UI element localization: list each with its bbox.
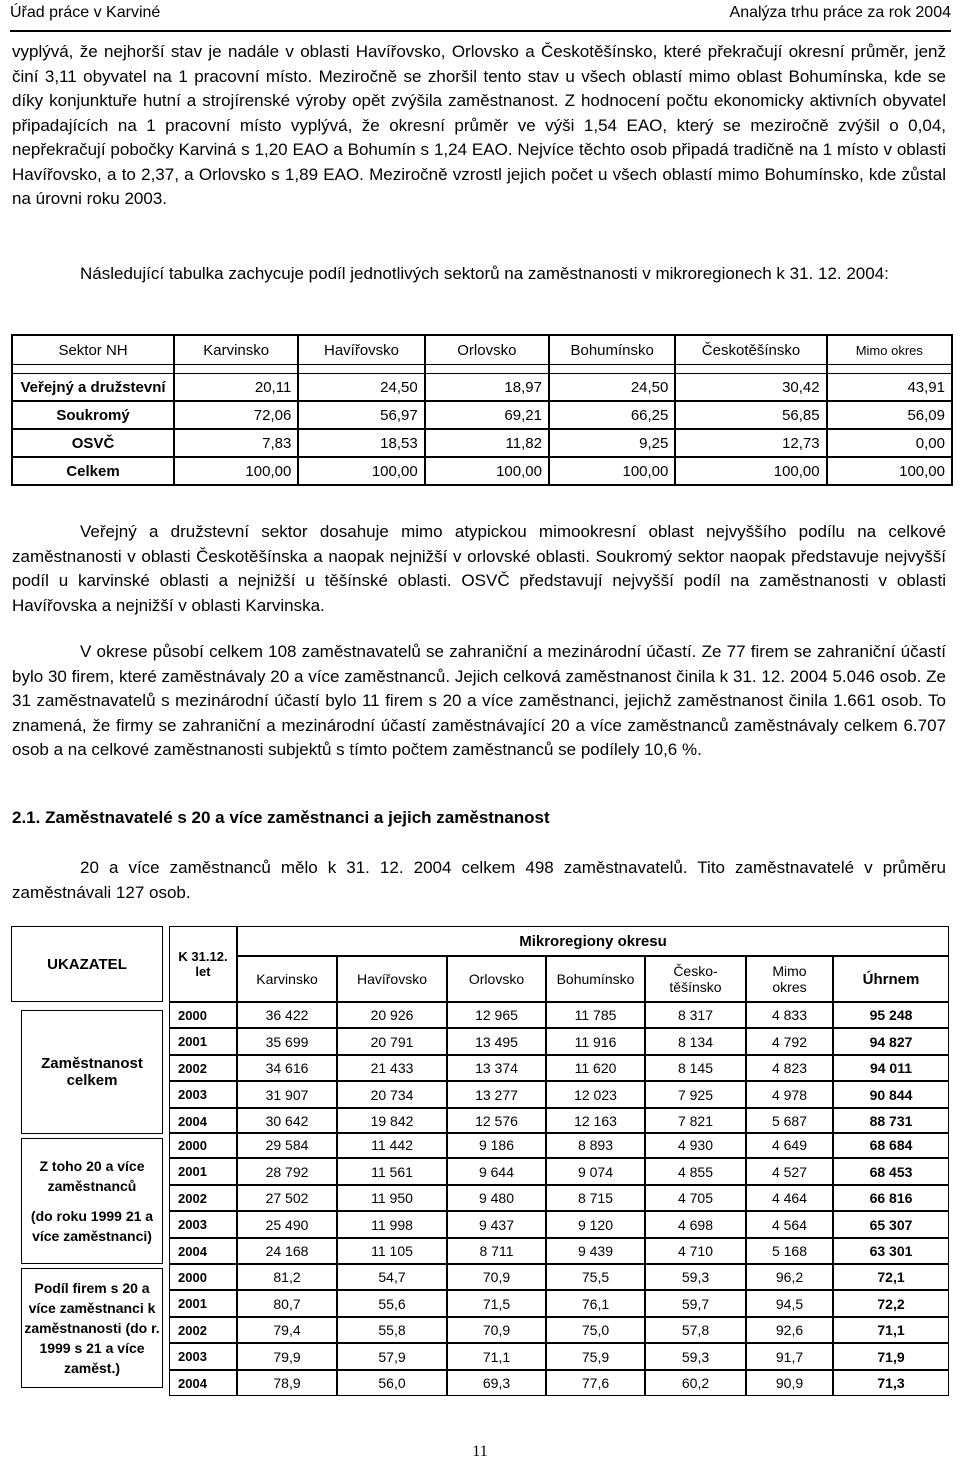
table-cell: 76,1 [546, 1290, 645, 1317]
table-cell: 4 710 [645, 1238, 746, 1264]
table-cell: 77,6 [546, 1370, 645, 1396]
table-cell: 59,7 [645, 1290, 746, 1317]
table-cell: 13 277 [447, 1081, 546, 1108]
table-cell: 56,85 [675, 401, 826, 429]
table-cell: 11 620 [546, 1055, 645, 1081]
table-cell: 70,9 [447, 1317, 546, 1343]
year-cell: 2002 [169, 1317, 237, 1343]
table-cell: 11 916 [546, 1028, 645, 1055]
table-cell: 9 186 [447, 1132, 546, 1158]
table-cell: 11 561 [337, 1158, 447, 1185]
table-cell: 24,50 [298, 373, 424, 401]
table-cell: 34 616 [237, 1055, 337, 1081]
table-cell: 4 464 [746, 1185, 833, 1211]
table-cell: 12,73 [675, 429, 826, 457]
table-cell: 18,53 [298, 429, 424, 457]
year-cell: 2004 [169, 1108, 237, 1134]
table-cell: 57,8 [645, 1317, 746, 1343]
table-cell: 12 965 [447, 1002, 546, 1028]
table-cell: 60,2 [645, 1370, 746, 1396]
table-cell: 18,97 [425, 373, 549, 401]
column-header: Bohumínsko [549, 335, 675, 365]
table-cell: 4 792 [746, 1028, 833, 1055]
table-cell: 9,25 [549, 429, 675, 457]
table-cell: 56,0 [337, 1370, 447, 1396]
column-header: Sektor NH [12, 335, 174, 365]
table-cell: 19 842 [337, 1108, 447, 1134]
column-header: Havířovsko [298, 335, 424, 365]
table-cell: 69,3 [447, 1370, 546, 1396]
table-cell: 4 978 [746, 1081, 833, 1108]
table-cell: 7 821 [645, 1108, 746, 1134]
table-cell: 100,00 [549, 457, 675, 485]
table-cell: 4 855 [645, 1158, 746, 1185]
table-cell: 13 374 [447, 1055, 546, 1081]
table-cell: 7,83 [174, 429, 298, 457]
table-cell: 5 687 [746, 1108, 833, 1134]
table-cell: 8 145 [645, 1055, 746, 1081]
table-cell: 8 317 [645, 1002, 746, 1028]
table-cell: 71,5 [447, 1290, 546, 1317]
column-header: Orlovsko [425, 335, 549, 365]
table-cell: 4 698 [645, 1211, 746, 1238]
table-cell: 69,21 [425, 401, 549, 429]
table-cell: 9 439 [546, 1238, 645, 1264]
total-cell: 71,1 [833, 1317, 949, 1343]
total-cell: 88 731 [833, 1108, 949, 1134]
group-label [21, 1138, 163, 1264]
year-cell: 2002 [169, 1185, 237, 1211]
year-cell: 2003 [169, 1211, 237, 1238]
section-heading: 2.1. Zaměstnavatelé s 20 a více zaměstnanci a jejich zaměstnanost [12, 808, 550, 827]
table-cell: 70,9 [447, 1264, 546, 1290]
table-cell: 66,25 [549, 401, 675, 429]
total-cell: 68 453 [833, 1158, 949, 1185]
table-cell: 59,3 [645, 1343, 746, 1370]
table-cell: 29 584 [237, 1132, 337, 1158]
table-cell: 28 792 [237, 1158, 337, 1185]
year-cell: 2003 [169, 1081, 237, 1108]
table-cell: 100,00 [425, 457, 549, 485]
table-cell: 27 502 [237, 1185, 337, 1211]
table-cell: 54,7 [337, 1264, 447, 1290]
table-cell: 55,8 [337, 1317, 447, 1343]
table-cell: 9 074 [546, 1158, 645, 1185]
paragraph-2: Následující tabulka zachycuje podíl jednotlivých sektorů na zaměstnanosti v mikroregionech k 31. 12. 2004: [80, 264, 889, 283]
table-cell: 4 527 [746, 1158, 833, 1185]
column-header: Havířovsko [337, 956, 447, 1002]
table-cell: 43,91 [827, 373, 952, 401]
table-cell: 72,06 [174, 401, 298, 429]
table-cell: 4 705 [645, 1185, 746, 1211]
table-cell: 79,4 [237, 1317, 337, 1343]
page-number: 11 [472, 1443, 488, 1460]
table-cell: 20 926 [337, 1002, 447, 1028]
total-cell: 72,1 [833, 1264, 949, 1290]
table-cell: 30 642 [237, 1108, 337, 1134]
column-header: Orlovsko [447, 956, 546, 1002]
header-office: Úřad práce v Karviné [10, 4, 161, 21]
table-cell: 71,1 [447, 1343, 546, 1370]
total-cell: 71,3 [833, 1370, 949, 1396]
total-cell: 94 011 [833, 1055, 949, 1081]
column-header: Česko-těšínsko [645, 956, 746, 1002]
column-header: Mimo okres [827, 335, 952, 365]
total-cell: 90 844 [833, 1081, 949, 1108]
table-cell: 7 925 [645, 1081, 746, 1108]
table-cell: 8 134 [645, 1028, 746, 1055]
table-cell: 100,00 [174, 457, 298, 485]
paragraph-1: vyplývá, že nejhorší stav je nadále v oblasti Havířovsko, Orlovsko a Českotěšínsko, které překračují okresní průměr, jenž činí 3,11 obyvatel na 1 pracovní místo. Meziročně se zhoršil tento stav u všech oblastí mimo oblast Bohumínska, kde se díky konjunktuře hutní a strojírenské výroby opět zvýšila zaměstnanost. Z hodnocení počtu ekonomicky aktivních obyvatel připadajících na 1 pracovní místo vyplývá, že okresní průměr ve výši 1,54 EAO, který se meziročně zvýšil o 0,04, nepřekračují pobočky Karviná s 1,20 EAO a Bohumín s 1,24 EAO. Nejvíce těchto osob připadá tradičně na 1 místo v oblasti Havířovsko, a to 2,37, a Orlovsko s 1,89 EAO. Meziročně vzrostl jejich počet u všech oblastí mimo Bohumínsko, kde zůstal na úrovni roku 2003. [12, 42, 946, 208]
ukazatel-header: UKAZATEL [11, 926, 163, 1002]
table-cell: 8 893 [546, 1132, 645, 1158]
table-cell: 8 711 [447, 1238, 546, 1264]
table-row [12, 401, 952, 429]
table-cell: 4 823 [746, 1055, 833, 1081]
table-cell: 75,5 [546, 1264, 645, 1290]
total-cell: 63 301 [833, 1238, 949, 1264]
year-cell: 2003 [169, 1343, 237, 1370]
table-cell: 31 907 [237, 1081, 337, 1108]
year-cell: 2001 [169, 1158, 237, 1185]
table-cell: 8 715 [546, 1185, 645, 1211]
column-header: Mimo okres [746, 956, 833, 1002]
table-cell: 11 785 [546, 1002, 645, 1028]
group-label-line: Z toho 20 a více zaměstnanců [39, 1158, 145, 1194]
column-header: Karvinsko [174, 335, 298, 365]
table-cell: 0,00 [827, 429, 952, 457]
table-cell: 24,50 [549, 373, 675, 401]
table-cell: 20 791 [337, 1028, 447, 1055]
paragraph-4: V okrese působí celkem 108 zaměstnavatelů se zahraniční a mezinárodní účastí. Ze 77 firem se zahraniční účastí bylo 30 firem, které zaměstnávaly 20 a více zaměstnanců. Jejich celková zaměstnanost činila k 31. 12. 2004 5.046 osob. Ze 31 zaměstnavatelů s mezinárodní účastí bylo 11 firem s 20 a více zaměstnanci, jejichž zaměstnanost činila 1.661 osob. To znamená, že firmy se zahraniční a mezinárodní účastí zaměstnávající 20 a více zaměstnanců zaměstnávaly celkem 6.707 osob a na celkové zaměstnanosti subjektů s tímto počtem zaměstnanců se podílely 10,6 %. [12, 642, 946, 759]
group-header: Mikroregiony okresu [237, 926, 949, 956]
table-cell: 4 833 [746, 1002, 833, 1028]
table-cell: 100,00 [827, 457, 952, 485]
table-row [12, 373, 952, 401]
table-cell: 4 564 [746, 1211, 833, 1238]
row-label: Veřejný a družstevní [12, 373, 174, 401]
table-cell: 25 490 [237, 1211, 337, 1238]
table-cell: 75,9 [546, 1343, 645, 1370]
year-cell: 2004 [169, 1370, 237, 1396]
table-cell: 35 699 [237, 1028, 337, 1055]
table-cell: 91,7 [746, 1343, 833, 1370]
table-cell: 11 998 [337, 1211, 447, 1238]
total-cell: 72,2 [833, 1290, 949, 1317]
table-cell: 92,6 [746, 1317, 833, 1343]
table-cell: 80,7 [237, 1290, 337, 1317]
table-cell: 9 480 [447, 1185, 546, 1211]
row-label: Soukromý [12, 401, 174, 429]
table-cell: 9 437 [447, 1211, 546, 1238]
table-cell: 100,00 [298, 457, 424, 485]
year-cell: 2000 [169, 1132, 237, 1158]
year-cell: 2004 [169, 1238, 237, 1264]
table-cell: 57,9 [337, 1343, 447, 1370]
table-cell: 79,9 [237, 1343, 337, 1370]
year-cell: 2001 [169, 1028, 237, 1055]
table-row [12, 457, 952, 485]
table-cell: 4 930 [645, 1132, 746, 1158]
group-label: Zaměstnanost celkem [21, 1010, 163, 1134]
table-cell: 12 576 [447, 1108, 546, 1134]
table-cell: 11 442 [337, 1132, 447, 1158]
sector-table-header [12, 335, 952, 365]
page-header [10, 0, 951, 32]
table-cell: 5 168 [746, 1238, 833, 1264]
table-cell: 59,3 [645, 1264, 746, 1290]
paragraph-5: 20 a více zaměstnanců mělo k 31. 12. 2004 celkem 498 zaměstnavatelů. Tito zaměstnavatelé v průměru zaměstnávali 127 osob. [12, 858, 946, 902]
column-header: Českotěšínsko [675, 335, 826, 365]
column-header: Bohumínsko [546, 956, 645, 1002]
row-label: Celkem [12, 457, 174, 485]
table-cell: 4 649 [746, 1132, 833, 1158]
table-cell: 78,9 [237, 1370, 337, 1396]
paragraph-3: Veřejný a družstevní sektor dosahuje mimo atypickou mimookresní oblast nejvyššího podílu na celkové zaměstnanosti v oblasti Českotěšínska a naopak nejnižší v orlovské oblasti. Soukromý sektor naopak představuje nejvyšší podíl u karvinské oblasti a nejnižší u těšínské oblasti. OSVČ představují nejvyšší podíl na zaměstnanosti v oblasti Havířovska a nejnižší v oblasti Karvinska. [12, 522, 946, 615]
table-cell: 36 422 [237, 1002, 337, 1028]
total-cell: 68 684 [833, 1132, 949, 1158]
table-cell: 20,11 [174, 373, 298, 401]
column-header: Karvinsko [237, 956, 337, 1002]
table-cell: 100,00 [675, 457, 826, 485]
table-cell: 30,42 [675, 373, 826, 401]
group-label-note: (do roku 1999 21 a více zaměstnanci) [30, 1208, 154, 1244]
table-cell: 94,5 [746, 1290, 833, 1317]
table-row [12, 429, 952, 457]
table-cell: 75,0 [546, 1317, 645, 1343]
table-cell: 12 023 [546, 1081, 645, 1108]
table-cell: 55,6 [337, 1290, 447, 1317]
total-cell: 95 248 [833, 1002, 949, 1028]
table-cell: 96,2 [746, 1264, 833, 1290]
header-report-title: Analýza trhu práce za rok 2004 [729, 4, 951, 21]
date-header: K 31.12. let [169, 926, 237, 1002]
total-cell: 71,9 [833, 1343, 949, 1370]
table-cell: 9 644 [447, 1158, 546, 1185]
year-cell: 2000 [169, 1264, 237, 1290]
sector-table [11, 334, 953, 486]
total-cell: 65 307 [833, 1211, 949, 1238]
table-cell: 13 495 [447, 1028, 546, 1055]
year-cell: 2000 [169, 1002, 237, 1028]
column-header: Úhrnem [833, 956, 949, 1002]
table-cell: 11 105 [337, 1238, 447, 1264]
total-cell: 94 827 [833, 1028, 949, 1055]
table-cell: 9 120 [546, 1211, 645, 1238]
table-cell: 90,9 [746, 1370, 833, 1396]
year-cell: 2001 [169, 1290, 237, 1317]
group-label: Podíl firem s 20 a více zaměstnanci k zaměstnanosti (do r. 1999 s 21 a více zaměst.) [21, 1268, 163, 1388]
table-cell: 56,09 [827, 401, 952, 429]
table-cell: 20 734 [337, 1081, 447, 1108]
table-cell: 11 950 [337, 1185, 447, 1211]
row-label: OSVČ [12, 429, 174, 457]
total-cell: 66 816 [833, 1185, 949, 1211]
table-cell: 11,82 [425, 429, 549, 457]
table-cell: 81,2 [237, 1264, 337, 1290]
table-cell: 21 433 [337, 1055, 447, 1081]
table-cell: 12 163 [546, 1108, 645, 1134]
table-cell: 24 168 [237, 1238, 337, 1264]
year-cell: 2002 [169, 1055, 237, 1081]
table-cell: 56,97 [298, 401, 424, 429]
